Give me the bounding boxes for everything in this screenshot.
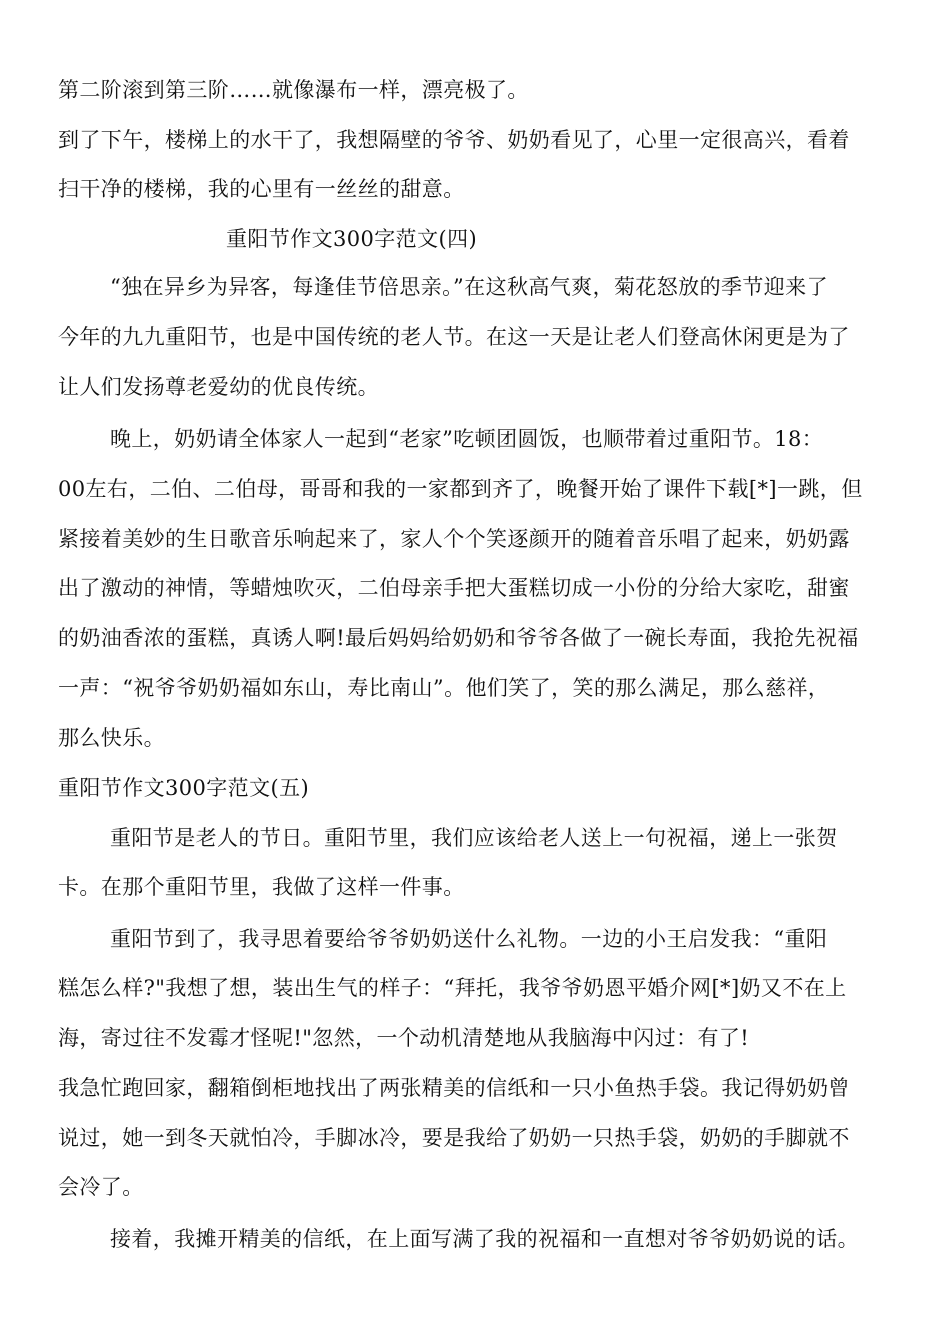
- text-line: “独在异乡为异客，每逢佳节倍思亲。”在这秋高气爽，菊花怒放的季节迎来了: [110, 275, 828, 299]
- text-line: 说过，她一到冬天就怕冷，手脚冰冷，要是我给了奶奶一只热手袋，奶奶的手脚就不: [58, 1126, 850, 1150]
- text-line: 一声：“祝爷爷奶奶福如东山，寿比南山”。他们笑了，笑的那么满足，那么慈祥，: [58, 676, 830, 700]
- text-line: 出了激动的神情，等蜡烛吹灭，二伯母亲手把大蛋糕切成一小份的分给大家吃，甜蜜: [58, 576, 850, 600]
- text-line: 重阳节是老人的节日。重阳节里，我们应该给老人送上一句祝福，递上一张贺: [110, 826, 838, 850]
- section-heading-four: 重阳节作文300字范文(四): [226, 227, 478, 251]
- text-line: 扫干净的楼梯，我的心里有一丝丝的甜意。: [58, 177, 465, 201]
- text-line: 接着，我摊开精美的信纸，在上面写满了我的祝福和一直想对爷爷奶奶说的话。: [110, 1227, 859, 1251]
- text-line: 到了下午，楼梯上的水干了，我想隔壁的爷爷、奶奶看见了，心里一定很高兴，看着: [58, 128, 850, 152]
- text-line: 的奶油香浓的蛋糕，真诱人啊!最后妈妈给奶奶和爷爷各做了一碗长寿面，我抢先祝福: [58, 626, 859, 650]
- text-line: 第二阶滚到第三阶……就像瀑布一样，漂亮极了。: [58, 78, 529, 102]
- text-line: 紧接着美妙的生日歌音乐响起来了，家人个个笑逐颜开的随着音乐唱了起来，奶奶露: [58, 527, 850, 551]
- text-line: 海，寄过往不发霉才怪呢!"忽然，一个动机清楚地从我脑海中闪过：有了!: [58, 1026, 750, 1050]
- text-line: 晚上，奶奶请全体家人一起到“老家”吃顿团圆饭，也顺带着过重阳节。18：: [110, 427, 824, 451]
- text-line: 卡。在那个重阳节里，我做了这样一件事。: [58, 875, 465, 899]
- section-heading-five: 重阳节作文300字范文(五): [58, 776, 310, 800]
- text-line: 糕怎么样?"我想了想，装出生气的样子：“拜托，我爷爷奶恩平婚介网[*]奶又不在上: [58, 976, 847, 1000]
- text-line: 重阳节到了，我寻思着要给爷爷奶奶送什么礼物。一边的小王启发我：“重阳: [110, 927, 828, 951]
- text-line: 我急忙跑回家，翻箱倒柜地找出了两张精美的信纸和一只小鱼热手袋。我记得奶奶曾: [58, 1076, 850, 1100]
- text-line: 会冷了。: [58, 1175, 144, 1199]
- text-line: 今年的九九重阳节，也是中国传统的老人节。在这一天是让老人们登高休闲更是为了: [58, 325, 850, 349]
- text-line: 00左右，二伯、二伯母，哥哥和我的一家都到齐了，晚餐开始了课件下载[*]一跳，但: [58, 477, 863, 501]
- text-line: 那么快乐。: [58, 726, 165, 750]
- text-line: 让人们发扬尊老爱幼的优良传统。: [58, 375, 379, 399]
